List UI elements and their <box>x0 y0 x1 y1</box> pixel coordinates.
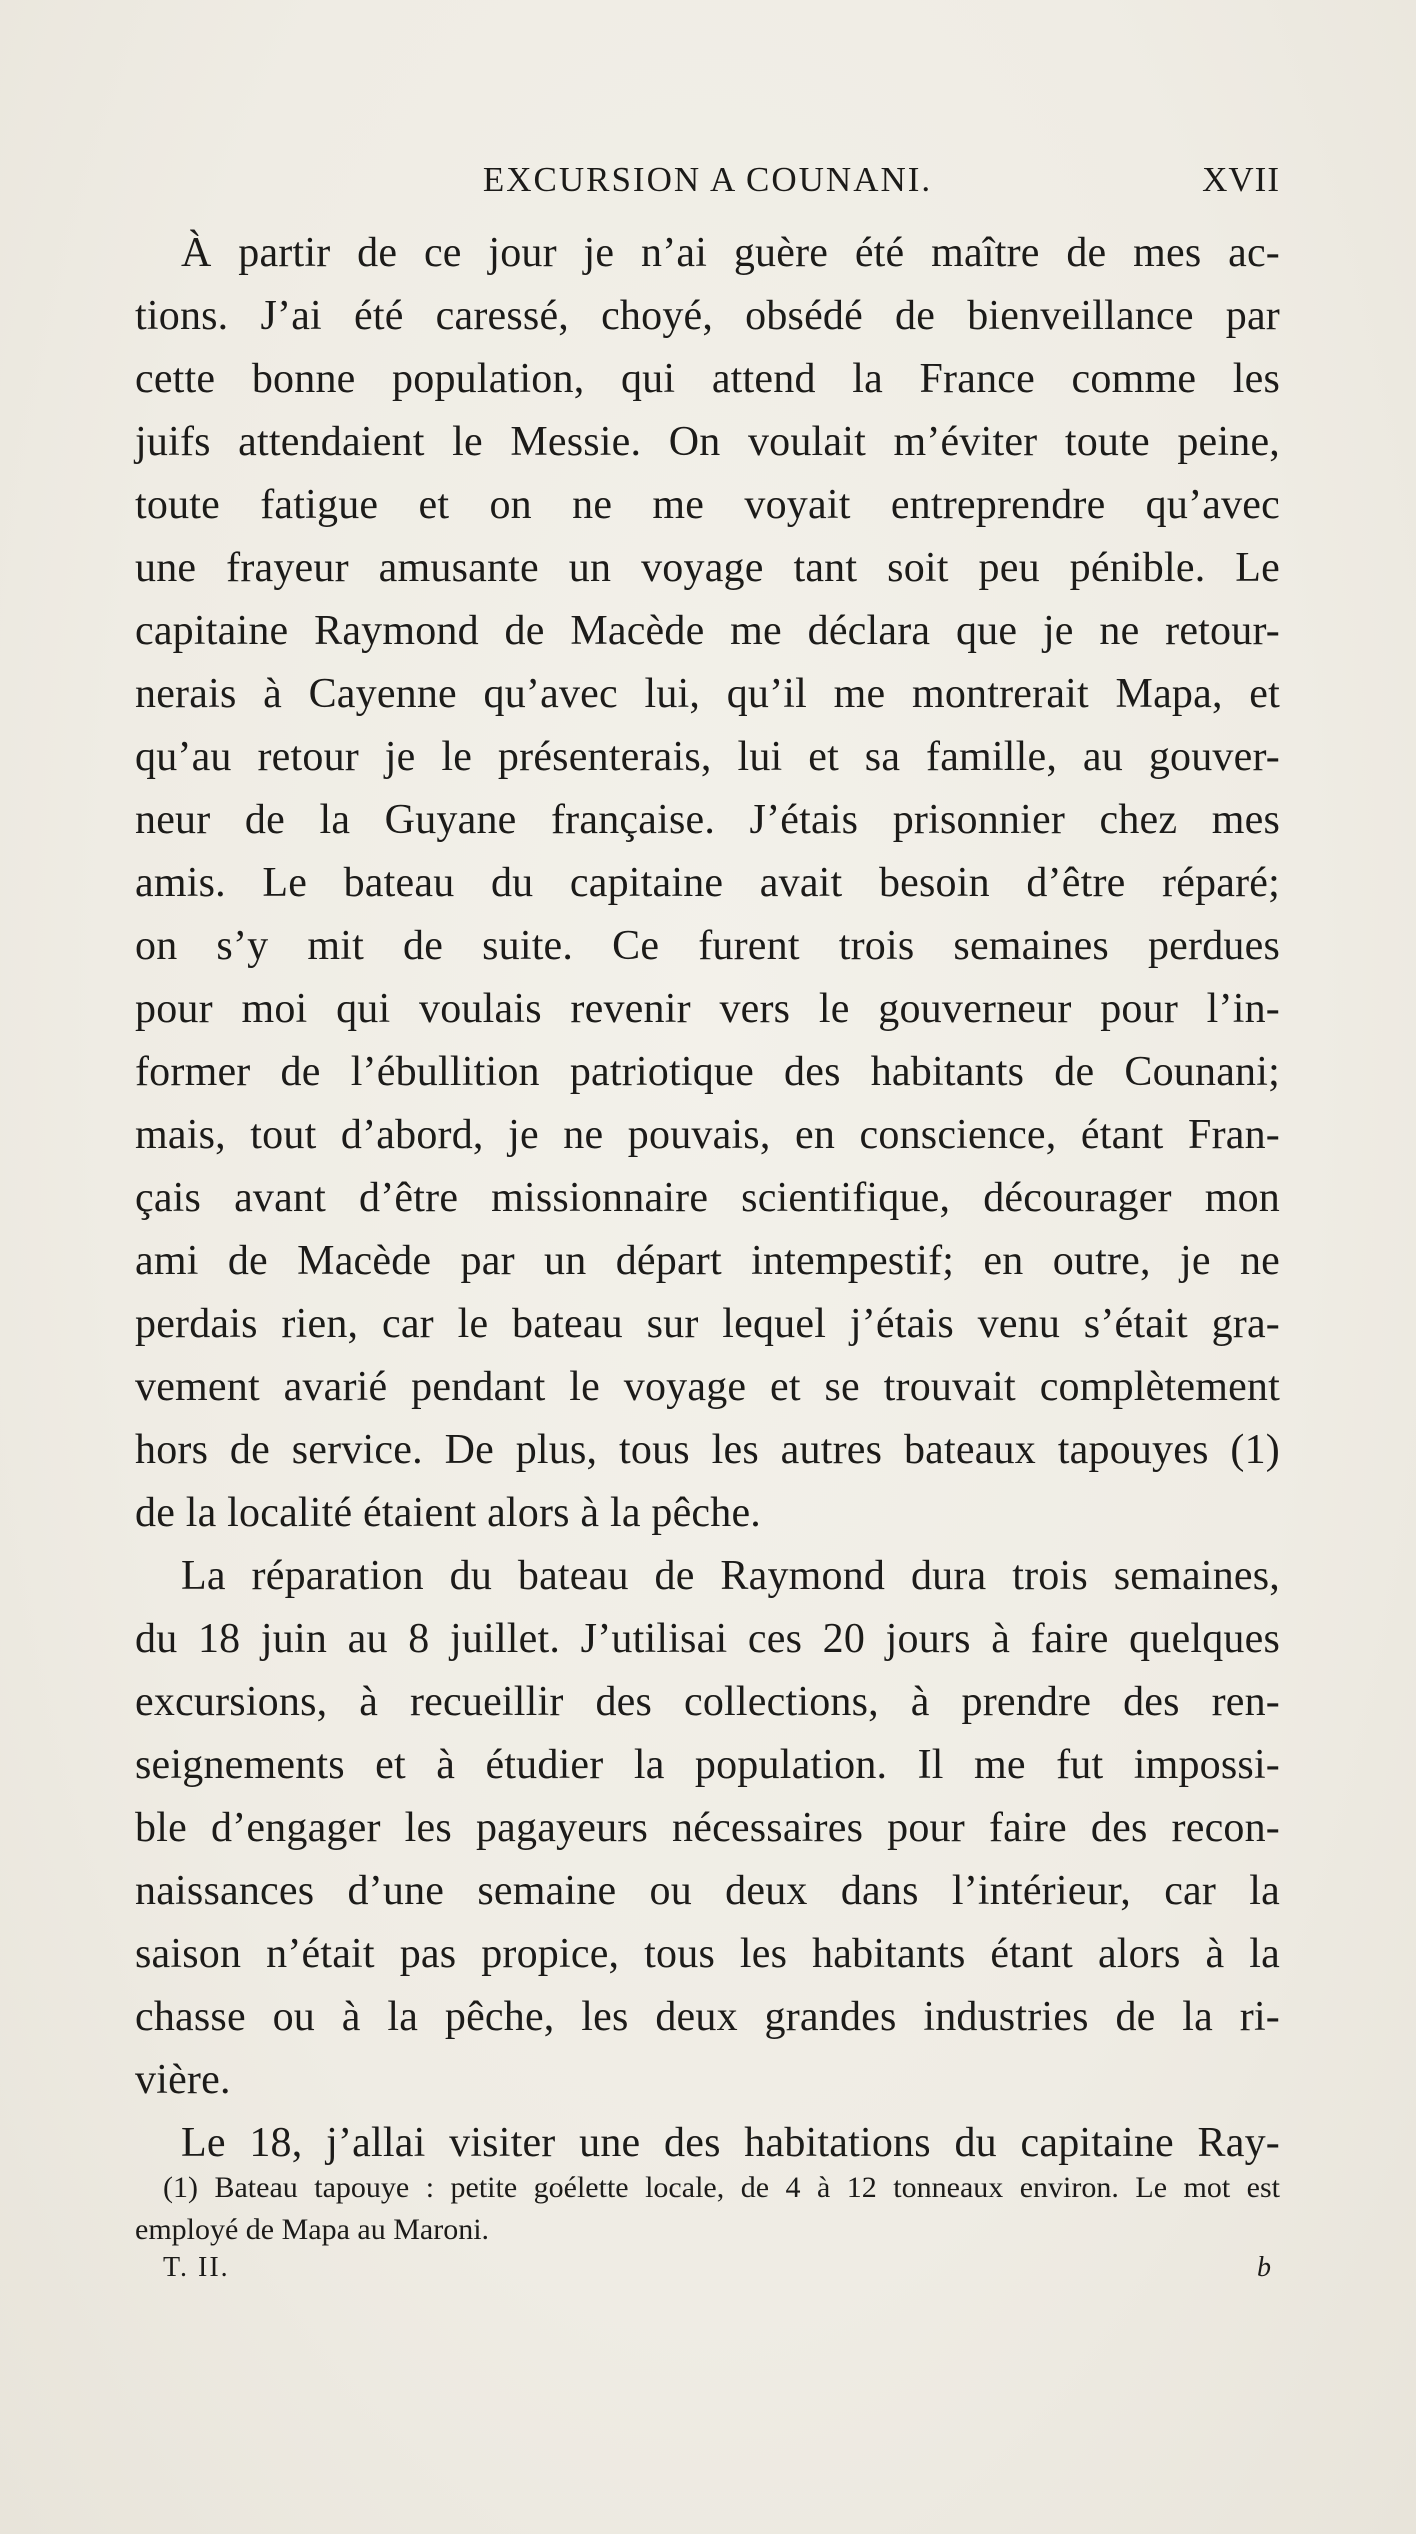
text-line: ble d’engager les pagayeurs nécessaires pour faire des recon- <box>135 1805 1280 1851</box>
text-line: capitaine Raymond de Macède me déclara que je ne retour- <box>135 608 1280 654</box>
body-text <box>135 222 1280 2175</box>
text-line: tions. J’ai été caressé, choyé, obsédé de bienveillance par <box>135 293 1280 339</box>
text-line: nerais à Cayenne qu’avec lui, qu’il me montrerait Mapa, et <box>135 671 1280 717</box>
running-title: EXCURSION A COUNANI. <box>482 160 933 199</box>
text-line: seignements et à étudier la population. Il me fut impossi- <box>135 1742 1280 1788</box>
text-line: perdais rien, car le bateau sur lequel j’étais venu s’était gra- <box>135 1301 1280 1347</box>
text-line: toute fatigue et on ne me voyait entreprendre qu’avec <box>135 482 1280 528</box>
text-line: saison n’était pas propice, tous les habitants étant alors à la <box>135 1931 1280 1977</box>
text-line: du 18 juin au 8 juillet. J’utilisai ces 20 jours à faire quelques <box>135 1616 1280 1662</box>
text-line: de la localité étaient alors à la pêche. <box>135 1490 762 1536</box>
text-line: amis. Le bateau du capitaine avait besoin d’être réparé; <box>135 860 1280 906</box>
text-line: chasse ou à la pêche, les deux grandes industries de la ri- <box>135 1994 1280 2040</box>
text-line: vement avarié pendant le voyage et se trouvait complètement <box>135 1364 1280 1410</box>
volume-mark: T. II. <box>163 2252 230 2283</box>
text-line: hors de service. De plus, tous les autres bateaux tapouyes (1) <box>135 1427 1280 1473</box>
signature-mark: b <box>1257 2252 1271 2283</box>
text-line: pour moi qui voulais revenir vers le gouverneur pour l’in- <box>135 986 1280 1032</box>
text-line: qu’au retour je le présenterais, lui et sa famille, au gouver- <box>135 734 1280 780</box>
running-head <box>135 160 1280 210</box>
text-line: cette bonne population, qui attend la France comme les <box>135 356 1280 402</box>
footnote-line: employé de Mapa au Maroni. <box>135 2213 490 2246</box>
text-line: former de l’ébullition patriotique des habitants de Counani; <box>135 1049 1280 1095</box>
text-line: çais avant d’être missionnaire scientifique, décourager mon <box>135 1175 1280 1221</box>
text-line: La réparation du bateau de Raymond dura trois semaines, <box>181 1553 1280 1599</box>
text-line: À partir de ce jour je n’ai guère été maître de mes ac- <box>181 230 1280 276</box>
text-line: une frayeur amusante un voyage tant soit peu pénible. Le <box>135 545 1280 591</box>
footnote-line: (1) Bateau tapouye : petite goélette locale, de 4 à 12 tonneaux environ. Le mot est <box>163 2171 1280 2204</box>
text-line: excursions, à recueillir des collections, à prendre des ren- <box>135 1679 1280 1725</box>
footnote <box>135 2167 1280 2251</box>
signature-line <box>163 2252 1271 2294</box>
text-line: mais, tout d’abord, je ne pouvais, en conscience, étant Fran- <box>135 1112 1280 1158</box>
page-number: XVII <box>1202 160 1280 199</box>
text-line: juifs attendaient le Messie. On voulait m’éviter toute peine, <box>135 419 1280 465</box>
text-line: Le 18, j’allai visiter une des habitations du capitaine Ray- <box>181 2120 1280 2166</box>
text-line: naissances d’une semaine ou deux dans l’intérieur, car la <box>135 1868 1280 1914</box>
text-line: neur de la Guyane française. J’étais prisonnier chez mes <box>135 797 1280 843</box>
text-line: vière. <box>135 2057 231 2103</box>
text-line: on s’y mit de suite. Ce furent trois semaines perdues <box>135 923 1280 969</box>
text-line: ami de Macède par un départ intempestif; en outre, je ne <box>135 1238 1280 1284</box>
